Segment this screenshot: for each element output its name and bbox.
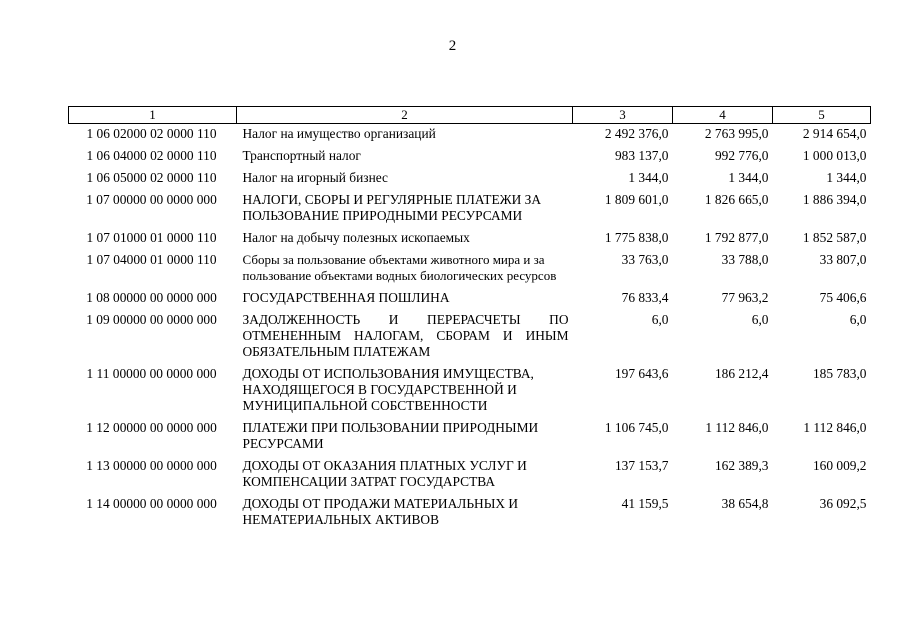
- budget-code: 1 06 02000 02 0000 110: [86, 126, 217, 141]
- revenue-name: Налог на добычу полезных ископаемых: [242, 230, 470, 245]
- value-col-5: 1 852 587,0: [802, 230, 867, 245]
- value-col-4: 1 792 877,0: [704, 230, 769, 245]
- budget-code: 1 06 05000 02 0000 110: [86, 170, 217, 185]
- table-row: [69, 418, 871, 456]
- value-col-3: 1 809 601,0: [604, 192, 669, 207]
- table-row: [69, 364, 871, 418]
- value-col-4: 1 112 846,0: [705, 420, 769, 435]
- table-body: [69, 124, 871, 533]
- value-col-3: 983 137,0: [614, 148, 669, 163]
- value-col-4: 1 826 665,0: [704, 192, 769, 207]
- value-col-3: 33 763,0: [621, 252, 669, 267]
- value-col-3: 1 344,0: [628, 170, 669, 185]
- value-col-5: 36 092,5: [819, 496, 867, 511]
- value-col-3: 137 153,7: [614, 458, 669, 473]
- value-col-4: 2 763 995,0: [704, 126, 769, 141]
- revenue-name: Транспортный налог: [242, 148, 361, 163]
- value-col-5: 33 807,0: [819, 252, 867, 267]
- column-header-2: 2: [237, 107, 573, 124]
- value-col-4: 1 344,0: [728, 170, 769, 185]
- table-row: [69, 456, 871, 494]
- value-col-3: 41 159,5: [621, 496, 669, 511]
- table-row: [69, 310, 871, 364]
- budget-code: 1 08 00000 00 0000 000: [86, 290, 217, 305]
- value-col-3: 76 833,4: [621, 290, 669, 305]
- table-row: [69, 190, 871, 228]
- budget-code: 1 11 00000 00 0000 000: [86, 366, 217, 381]
- budget-code: 1 07 01000 01 0000 110: [86, 230, 217, 245]
- revenue-name: ГОСУДАРСТВЕННАЯ ПОШЛИНА: [242, 290, 450, 305]
- revenue-name: ЗАДОЛЖЕННОСТЬ И ПЕРЕРАСЧЕТЫ ПО ОТМЕНЕННЫМ НАЛОГАМ, СБОРАМ И ИНЫМ ОБЯЗАТЕЛЬНЫМ ПЛАТЕЖАМ: [242, 312, 569, 359]
- revenue-name: ДОХОДЫ ОТ ИСПОЛЬЗОВАНИЯ ИМУЩЕСТВА, НАХОДЯЩЕГОСЯ В ГОСУДАРСТВЕННОЙ И МУНИЦИПАЛЬНОЙ СОБСТВЕННОСТИ: [242, 366, 534, 413]
- budget-code: 1 13 00000 00 0000 000: [86, 458, 217, 473]
- value-col-4: 38 654,8: [721, 496, 769, 511]
- page-number: 2: [448, 38, 457, 54]
- value-col-5: 1 000 013,0: [802, 148, 867, 163]
- column-header-3: 3: [573, 107, 673, 124]
- value-col-5: 6,0: [849, 312, 867, 327]
- revenue-table: [68, 106, 871, 532]
- revenue-name: Налог на имущество организаций: [242, 126, 436, 141]
- budget-code: 1 09 00000 00 0000 000: [86, 312, 217, 327]
- revenue-name: Налог на игорный бизнес: [242, 170, 388, 185]
- table-row: [69, 288, 871, 310]
- revenue-name: ПЛАТЕЖИ ПРИ ПОЛЬЗОВАНИИ ПРИРОДНЫМИ РЕСУРСАМИ: [242, 420, 539, 451]
- table-row: [69, 228, 871, 250]
- table-header: [69, 107, 871, 124]
- value-col-4: 186 212,4: [714, 366, 769, 381]
- value-col-5: 1 886 394,0: [802, 192, 867, 207]
- table-row: [69, 168, 871, 190]
- budget-code: 1 12 00000 00 0000 000: [86, 420, 217, 435]
- table-row: [69, 494, 871, 532]
- revenue-name: ДОХОДЫ ОТ ПРОДАЖИ МАТЕРИАЛЬНЫХ И НЕМАТЕРИАЛЬНЫХ АКТИВОВ: [242, 496, 519, 527]
- budget-code: 1 14 00000 00 0000 000: [86, 496, 217, 511]
- value-col-5: 160 009,2: [812, 458, 867, 473]
- value-col-3: 1 775 838,0: [604, 230, 669, 245]
- table-row: [69, 124, 871, 147]
- budget-code: 1 07 04000 01 0000 110: [86, 252, 217, 267]
- value-col-5: 2 914 654,0: [802, 126, 867, 141]
- value-col-5: 1 344,0: [826, 170, 867, 185]
- value-col-4: 162 389,3: [714, 458, 769, 473]
- column-header-4: 4: [673, 107, 773, 124]
- column-header-1: 1: [69, 107, 237, 124]
- value-col-5: 1 112 846,0: [803, 420, 867, 435]
- value-col-4: 6,0: [751, 312, 769, 327]
- value-col-5: 185 783,0: [812, 366, 867, 381]
- header-row: [69, 107, 871, 124]
- value-col-5: 75 406,6: [819, 290, 867, 305]
- value-col-3: 2 492 376,0: [604, 126, 669, 141]
- value-col-4: 33 788,0: [721, 252, 769, 267]
- revenue-name: ДОХОДЫ ОТ ОКАЗАНИЯ ПЛАТНЫХ УСЛУГ И КОМПЕНСАЦИИ ЗАТРАТ ГОСУДАРСТВА: [242, 458, 527, 489]
- table-row: [69, 250, 871, 288]
- value-col-3: 6,0: [651, 312, 669, 327]
- value-col-4: 77 963,2: [721, 290, 769, 305]
- budget-code: 1 06 04000 02 0000 110: [86, 148, 217, 163]
- value-col-3: 1 106 745,0: [604, 420, 669, 435]
- value-col-3: 197 643,6: [614, 366, 669, 381]
- table-row: [69, 146, 871, 168]
- budget-code: 1 07 00000 00 0000 000: [86, 192, 217, 207]
- value-col-4: 992 776,0: [714, 148, 769, 163]
- column-header-5: 5: [773, 107, 871, 124]
- revenue-name: Сборы за пользование объектами животного мира и за пользование объектами водных биологических ресурсов: [242, 252, 557, 283]
- revenue-name: НАЛОГИ, СБОРЫ И РЕГУЛЯРНЫЕ ПЛАТЕЖИ ЗА ПОЛЬЗОВАНИЕ ПРИРОДНЫМИ РЕСУРСАМИ: [242, 192, 542, 223]
